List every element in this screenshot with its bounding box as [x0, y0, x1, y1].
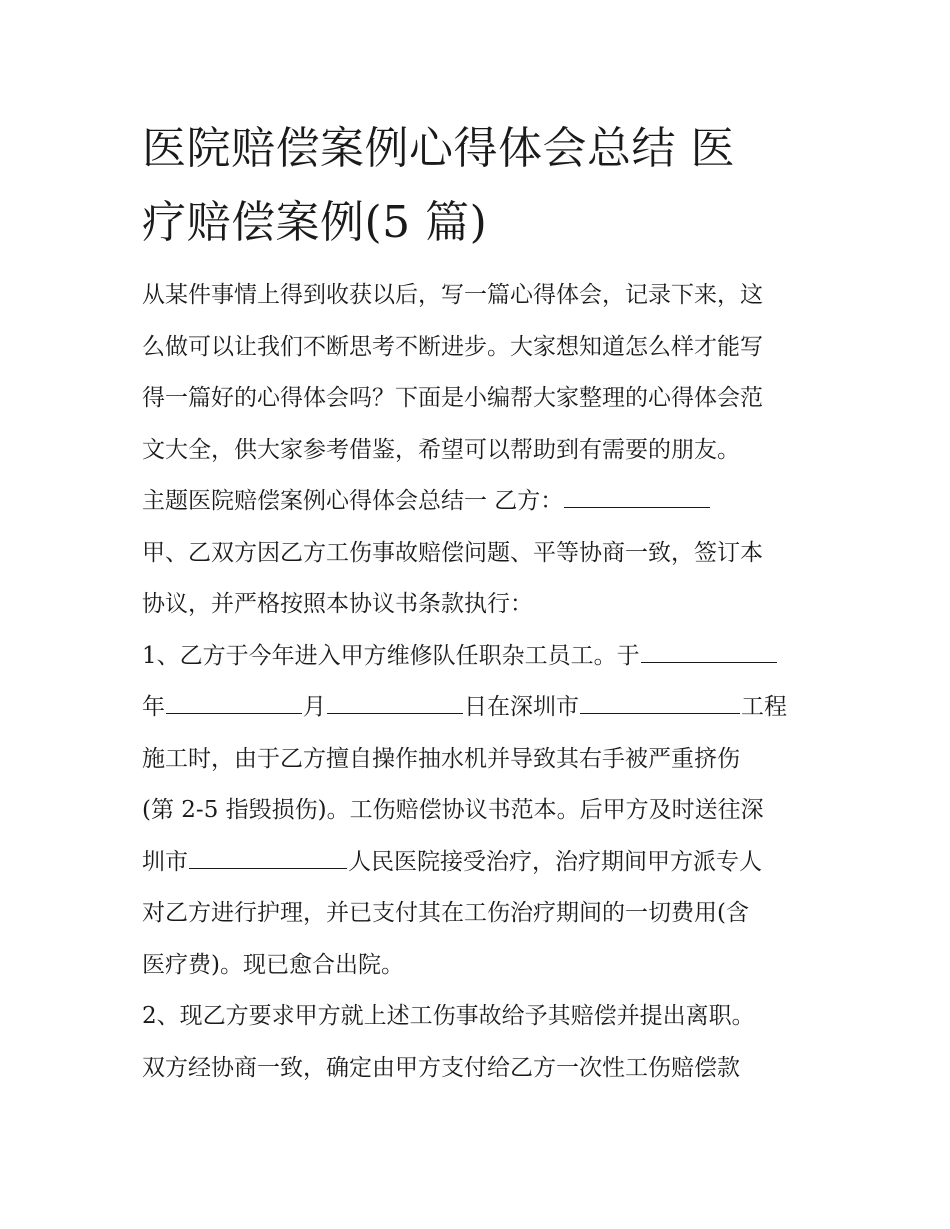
city-label: 圳市 [142, 848, 188, 875]
year-blank [641, 640, 777, 663]
title-line-1: 医院赔偿案例心得体会总结 医 [142, 123, 735, 174]
month-blank [166, 691, 302, 714]
month-label: 月 [303, 694, 326, 720]
section-heading-text: 主题医院赔偿案例心得体会总结一 乙方： [142, 488, 564, 514]
section-heading [142, 476, 814, 528]
intro-line: 从某件事情上得到收获以后，写一篇心得体会，记录下来，这 [142, 282, 763, 308]
clause-2-line: 2、现乙方要求甲方就上述工伤事故给予其赔偿并提出离职。 [142, 1003, 755, 1029]
title-line-2: 疗赔偿案例(5 篇) [142, 197, 488, 248]
clause-1-line: 对乙方进行护理，并已支付其在工伤治疗期间的一切费用(含 [142, 900, 749, 926]
document-title [142, 112, 814, 260]
clause-2-line: 双方经协商一致，确定由甲方支付给乙方一次性工伤赔偿款 [142, 1054, 740, 1081]
intro-line: 得一篇好的心得体会吗？下面是小编帮大家整理的心得体会范 [142, 385, 763, 411]
clause-1-line: 施工时，由于乙方擅自操作抽水机并导致其右手被严重挤伤 [142, 745, 740, 772]
intro-line: 么做可以让我们不断思考不断进步。大家想知道怎么样才能写 [142, 333, 763, 360]
city-blank [189, 846, 347, 869]
day-place-label: 日在深圳市 [464, 694, 579, 720]
agreement-line: 甲、乙双方因乙方工伤事故赔偿问题、平等协商一致，签订本 [142, 539, 763, 566]
project-label: 工程 [741, 694, 787, 720]
document-page [142, 112, 814, 1094]
intro-line: 文大全，供大家参考借鉴，希望可以帮助到有需要的朋友。 [142, 436, 740, 463]
clause-1 [142, 631, 814, 992]
clause-1-line: (第 2-5 指毁损伤)。工伤赔偿协议书范本。后甲方及时送往深 [142, 797, 764, 823]
day-blank [327, 691, 463, 714]
clause-2 [142, 991, 814, 1094]
hospital-text: 人民医院接受治疗，治疗期间甲方派专人 [348, 848, 762, 875]
clause-1-intro: 1、乙方于今年进入甲方维修队任职杂工员工。于 [142, 642, 640, 669]
intro-paragraph [142, 270, 814, 476]
party-b-blank [564, 485, 710, 508]
agreement-paragraph [142, 528, 814, 631]
year-label: 年 [142, 694, 165, 720]
clause-1-line: 医疗费)。现已愈合出院。 [142, 951, 404, 978]
project-blank [580, 691, 740, 714]
agreement-line: 协议，并严格按照本协议书条款执行： [142, 591, 533, 617]
